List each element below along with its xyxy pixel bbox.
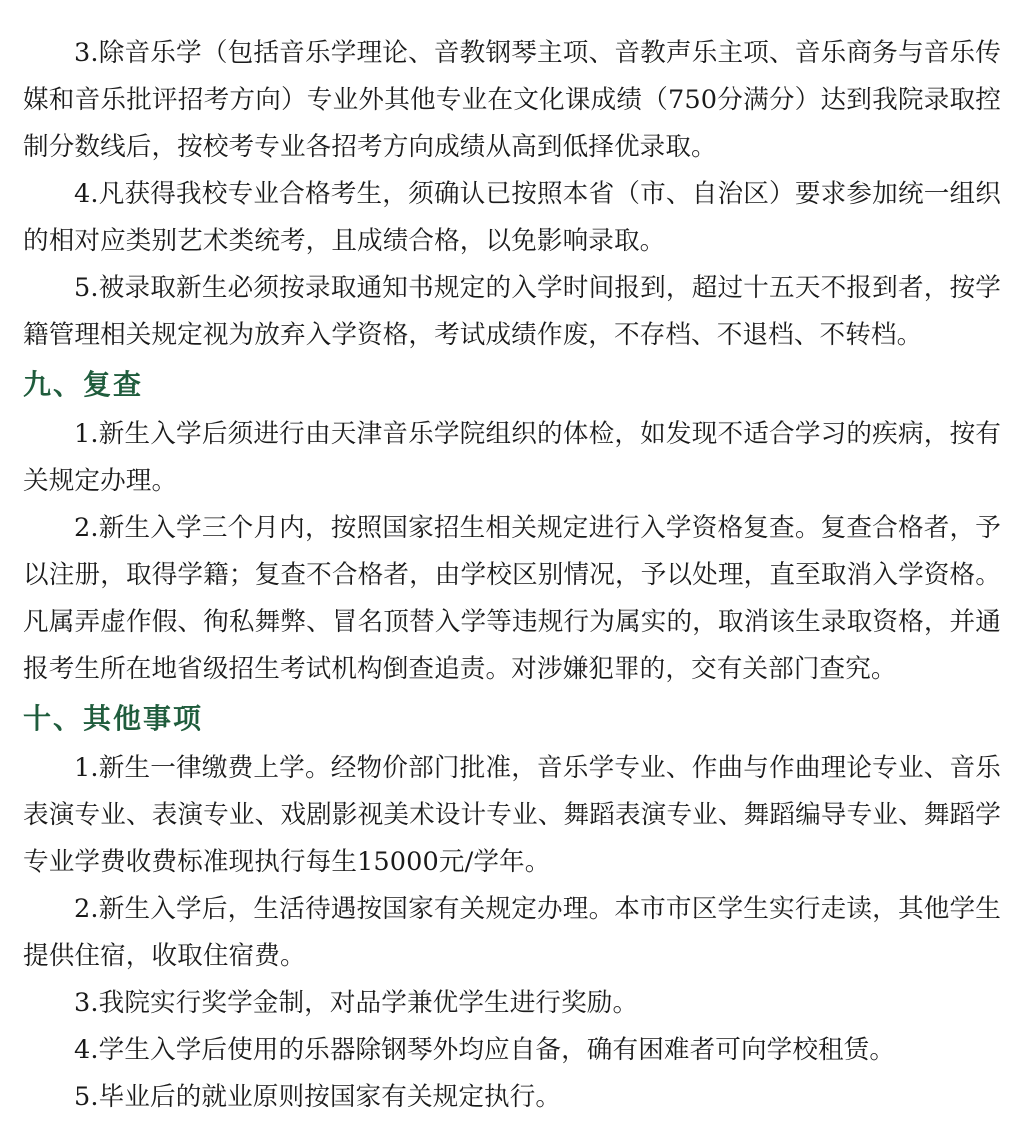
section10-item-5: 5.毕业后的就业原则按国家有关规定执行。 (74, 1082, 562, 1112)
section8-item-3: 3.除音乐学（包括音乐学理论、音教钢琴主项、音教声乐主项、音乐商务与音乐传媒和音乐批评招考方向）专业外其他专业在文化课成绩（750分满分）达到我院录取控制分数线后，按校考专业各招考方向成绩从高到低择优录取。 (23, 38, 1001, 162)
document-body (23, 30, 1001, 1121)
section10-item-2: 2.新生入学后，生活待遇按国家有关规定办理。本市市区学生实行走读，其他学生提供住宿，收取住宿费。 (23, 894, 1001, 971)
section10-heading: 十、其他事项 (23, 702, 204, 735)
section9-heading: 九、复查 (23, 368, 144, 401)
section10-item-1: 1.新生一律缴费上学。经物价部门批准，音乐学专业、作曲与作曲理论专业、音乐表演专业、表演专业、戏剧影视美术设计专业、舞蹈表演专业、舞蹈编导专业、舞蹈学专业学费收费标准现执行每生15000元/学年。 (23, 753, 1001, 877)
section10-item-3: 3.我院实行奖学金制，对品学兼优学生进行奖励。 (74, 988, 639, 1018)
section8-item-5: 5.被录取新生必须按录取通知书规定的入学时间报到，超过十五天不报到者，按学籍管理相关规定视为放弃入学资格，考试成绩作废，不存档、不退档、不转档。 (23, 273, 1001, 350)
section10-item-4: 4.学生入学后使用的乐器除钢琴外均应自备，确有困难者可向学校租赁。 (74, 1035, 896, 1065)
section9-item-2: 2.新生入学三个月内，按照国家招生相关规定进行入学资格复查。复查合格者，予以注册，取得学籍；复查不合格者，由学校区别情况，予以处理，直至取消入学资格。凡属弄虚作假、徇私舞弊、冒名顶替入学等违规行为属实的，取消该生录取资格，并通报考生所在地省级招生考试机构倒查追责。对涉嫌犯罪的，交有关部门查究。 (23, 513, 1001, 684)
section8-item-4: 4.凡获得我校专业合格考生，须确认已按照本省（市、自治区）要求参加统一组织的相对应类别艺术类统考，且成绩合格，以免影响录取。 (23, 179, 1001, 256)
section9-item-1: 1.新生入学后须进行由天津音乐学院组织的体检，如发现不适合学习的疾病，按有关规定办理。 (23, 419, 1001, 496)
